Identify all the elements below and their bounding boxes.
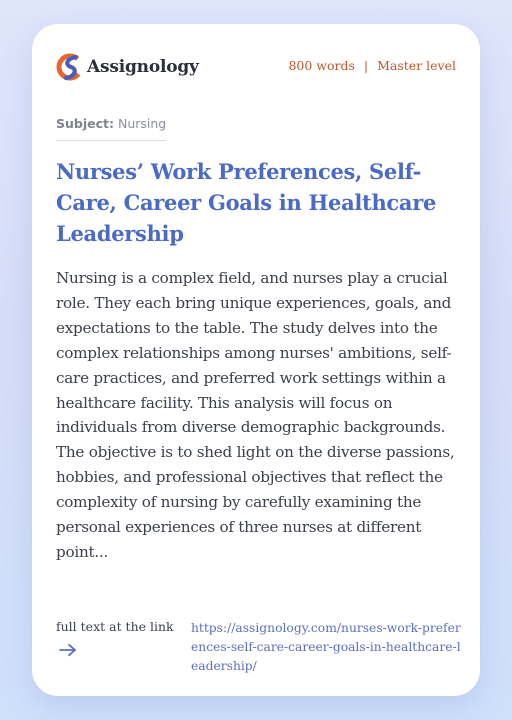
subject-divider xyxy=(56,140,166,141)
essay-meta xyxy=(288,58,456,73)
meta-separator: | xyxy=(363,58,369,73)
essay-excerpt: Nursing is a complex field, and nurses play a crucial role. They each bring unique experiences, goals, and expectations to the table. The study delves into the complex relationships among nurses' ambitions, self-care practices, and preferred work settings within a healthcare facility. This analysis will focus on individuals from diverse demographic backgrounds. The objective is to shed light on the diverse passions, hobbies, and professional objectives that reflect the complexity of nursing by carefully examining the personal experiences of three nurses at different point... xyxy=(56,269,455,561)
essay-card xyxy=(32,24,480,696)
card-header xyxy=(56,50,456,84)
assignology-logo-icon xyxy=(56,50,86,84)
subject-line xyxy=(56,116,166,131)
full-text-link[interactable]: https://assignology.com/nurses-work-preferences-self-care-career-goals-in-healthcare-leadership/ xyxy=(191,621,461,673)
essay-title: Nurses’ Work Preferences, Self-Care, Career Goals in Healthcare Leadership xyxy=(56,159,437,246)
arrow-right-icon[interactable] xyxy=(58,643,78,657)
full-text-label: full text at the link xyxy=(56,619,174,634)
academic-level: Master level xyxy=(377,58,456,73)
brand-logo[interactable] xyxy=(56,50,199,84)
word-count: 800 words xyxy=(288,58,355,73)
subject-label: Subject: xyxy=(56,116,114,131)
card-footer xyxy=(56,617,461,677)
subject-value: Nursing xyxy=(117,116,167,131)
brand-name: Assignology xyxy=(87,57,199,77)
